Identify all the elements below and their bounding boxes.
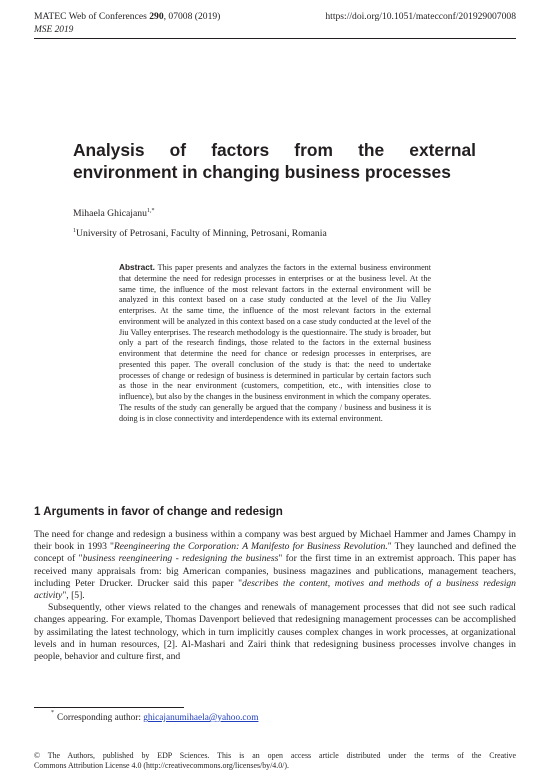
journal-citation: MATEC Web of Conferences 290, 07008 (2019) (34, 11, 221, 22)
header-divider (34, 38, 516, 39)
author-line (73, 208, 154, 219)
doi-link[interactable]: https://doi.org/10.1051/matecconf/201929007008 (325, 11, 516, 22)
license-notice (34, 751, 516, 771)
conference-name: MSE 2019 (34, 25, 74, 35)
affiliation-mark: 1 (73, 228, 76, 234)
license-line-1: © The Authors, published by EDP Sciences. This is an open access article distributed under the terms of the Creative (34, 751, 516, 760)
abstract (119, 262, 431, 424)
author-marks: 1,* (146, 208, 155, 214)
abstract-text: This paper presents and analyzes the factors in the external business environment that determine the need for redesign processes in enterprises or at the business level. At the same time, the influence of the most relevant factors in the external environment will be analyzed in this context based on a case study conducted at the level of the Jiu Valley enterprises. At the same time, the influence of the most relevant factors in the external environment will be analyzed in this context based on a case study conducted at the level of the Jiu Valley enterprises. The research methodology is the questionnaire. The study is broader, but only a part of the research findings, those related to the factors in the external business environment that determine the need for chance or redesign processes in enterprises, are presented this paper. The overall conclusion of the study is that: the need to undertake processes of change or redesign of business is determined in particular by certain factors such as those in the near environment (customers, competition, etc., with intensities close to influence), but also by the changes in the business environment in which the company operates. The results of the study can generally be argued that the company / business and business it is doing is in close connectivity and interdependence with its external environment. (119, 263, 431, 423)
footnote (51, 710, 259, 723)
paragraph-2: Subsequently, other views related to the changes and renewals of management processes that did not see such radical changes appearing. For example, Thomas Davenport believed that redesigning management processes can be accomplished by assimilating the latest technology, which in turn implicitly causes complex changes in work processes, at organizational levels and in human resources, [2]. Al-Mashari and Zairi think that redesigning business processes involve changes in people, behavior and culture first, and (34, 602, 516, 663)
affiliation (73, 228, 327, 239)
body-text (34, 529, 516, 663)
footnote-label: Corresponding author: (57, 713, 144, 723)
title-line-2: environment in changing business processes (73, 161, 451, 182)
affiliation-text: University of Petrosani, Faculty of Minning, Petrosani, Romania (76, 228, 327, 239)
footnote-mark: * (51, 710, 54, 716)
author-email-link[interactable]: ghicajanumihaela@yahoo.com (143, 713, 259, 723)
footnote-divider (34, 707, 184, 708)
paper-title (73, 140, 476, 183)
abstract-label: Abstract. (119, 262, 155, 272)
section-heading: 1 Arguments in favor of change and redesign (34, 505, 283, 518)
paragraph-1: The need for change and redesign a business within a company was best argued by Michael Hammer and James Champy in their book in 1993 "Reengineering the Corporation: A Manifesto for Business Revolution." They launched and defined the concept of "business reengineering - redesigning the business" for the first time in an extremist approach. This paper has received many appraisals from: big American companies, business magazines and publications, management teachers, including Peter Drucker. Drucker said this paper "describes the content, motives and methods of a business redesign activity", [5]. (34, 529, 516, 602)
journal-volume: 290 (149, 11, 164, 22)
running-header (34, 11, 516, 35)
author-name: Mihaela Ghicajanu (73, 208, 147, 219)
license-line-2: Commons Attribution License 4.0 (http://creativecommons.org/licenses/by/4.0/). (34, 761, 289, 770)
title-line-1: Analysis of factors from the external (73, 140, 476, 160)
